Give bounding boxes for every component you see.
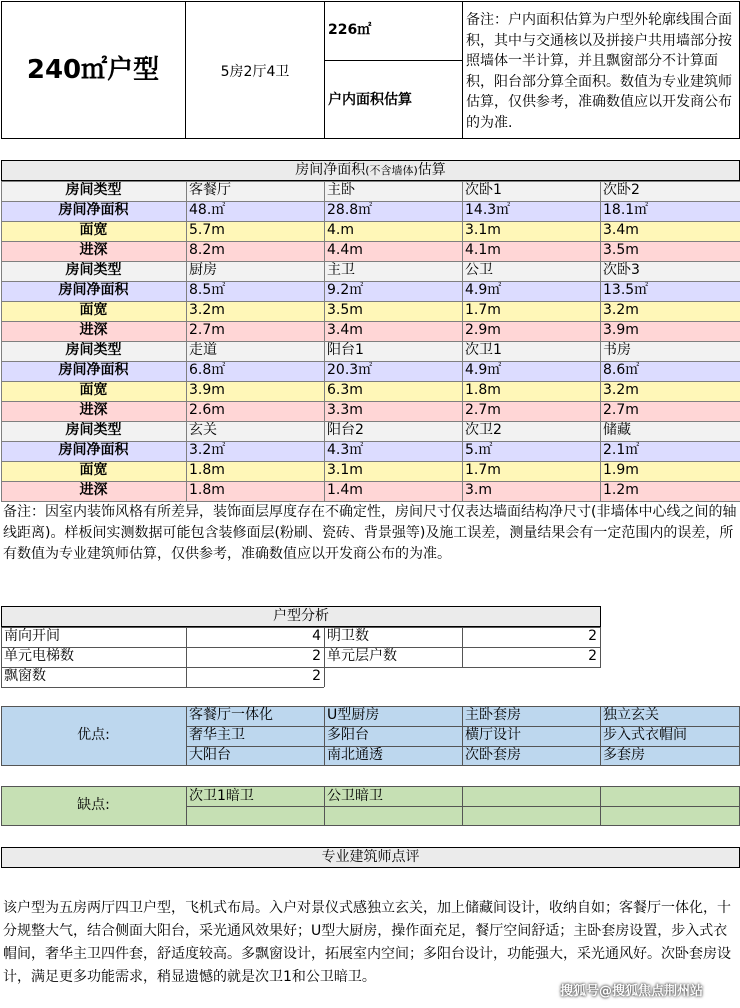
analysis-gridline — [1, 667, 601, 668]
rooms-row-label: 房间类型 — [65, 422, 122, 438]
analysis-gridline — [324, 627, 325, 687]
rooms-note: 备注：因室内装饰风格有所差异，装饰面层厚度存在不确定性，房间尺寸仅表达墙面结构净尺寸(非墙体中心线之间的轴线距离)。样板间实测数据可能包含装修面层(粉刷、瓷砖、背景强等)及施工误差，测量结果会有一定范围内的误差，所有数值为专业建筑师估算，仅供参考，准确数值应以开发商公布的为准。 — [3, 504, 737, 562]
rooms-cell: 4.9㎡ — [465, 282, 502, 298]
plan-layout: 5房2厅4卫 — [220, 64, 290, 80]
rooms-cell: 2.6m — [189, 402, 225, 418]
rooms-cell: 28.8㎡ — [327, 202, 373, 218]
rooms-cell: 客餐厅 — [189, 182, 231, 198]
rooms-row-label: 进深 — [79, 402, 108, 418]
analysis-key: 单元层户数 — [327, 648, 397, 664]
analysis-gridline — [1, 687, 324, 688]
rooms-gridline — [462, 181, 463, 501]
rooms-title-main: 房间净面积 — [295, 162, 366, 178]
rooms-cell: 1.9m — [603, 462, 639, 478]
rooms-row-label: 面宽 — [79, 462, 108, 478]
disadvantage-item: 次卫1暗卫 — [189, 788, 254, 804]
rooms-cell: 9.2㎡ — [327, 282, 364, 298]
rooms-cell: 1.7m — [465, 462, 501, 478]
header-divider-2 — [324, 1, 325, 139]
advantages-gridline — [600, 706, 601, 766]
advantage-item: 多阳台 — [327, 727, 369, 743]
header-divider-h — [324, 60, 463, 61]
rooms-cell: 走道 — [189, 342, 217, 358]
rooms-cell: 2.1㎡ — [603, 442, 640, 458]
rooms-cell: 3.5m — [603, 242, 639, 258]
plan-area-label: 户内面积估算 — [328, 92, 412, 108]
rooms-cell: 2.9m — [465, 322, 501, 338]
rooms-cell: 3.3m — [327, 402, 363, 418]
rooms-cell: 3.4m — [603, 222, 639, 238]
watermark: 搜狐号@搜狐焦点荆州站 — [560, 984, 704, 999]
rooms-cell: 厨房 — [189, 262, 217, 278]
analysis-gridline — [600, 627, 601, 667]
rooms-gridline — [1, 221, 740, 222]
disadvantages-gridline — [600, 786, 601, 826]
advantage-item: U型厨房 — [327, 707, 380, 723]
rooms-gridline — [1, 241, 740, 242]
analysis-gridline — [1, 627, 601, 628]
rooms-cell: 次卧3 — [603, 262, 640, 278]
header-divider-3 — [462, 1, 463, 139]
rooms-row-label: 进深 — [79, 322, 108, 338]
rooms-cell: 阳台2 — [327, 422, 364, 438]
rooms-cell: 6.8㎡ — [189, 362, 226, 378]
rooms-cell: 4.1m — [465, 242, 501, 258]
advantage-item: 次卧套房 — [465, 747, 521, 763]
advantages-gridline — [186, 706, 187, 766]
analysis-gridline — [1, 647, 601, 648]
rooms-cell: 5.7m — [189, 222, 225, 238]
analysis-value: 2 — [588, 628, 597, 644]
rooms-cell: 1.2m — [603, 482, 639, 498]
rooms-cell: 3.9m — [603, 322, 639, 338]
rooms-gridline — [1, 301, 740, 302]
rooms-gridline — [1, 381, 740, 382]
rooms-title-small: (不含墙体) — [365, 164, 418, 177]
analysis-value: 2 — [588, 648, 597, 664]
rooms-row-label: 房间净面积 — [58, 282, 129, 298]
advantages-gridline — [324, 706, 325, 766]
rooms-cell: 2.7m — [189, 322, 225, 338]
analysis-key: 飘窗数 — [4, 668, 46, 684]
rooms-cell: 玄关 — [189, 422, 217, 438]
advantages-label: 优点: — [77, 727, 110, 743]
rooms-cell: 5.㎡ — [465, 442, 493, 458]
rooms-cell: 4.9㎡ — [465, 362, 502, 378]
rooms-gridline — [324, 181, 325, 501]
rooms-cell: 3.1m — [327, 462, 363, 478]
rooms-row-label: 面宽 — [79, 382, 108, 398]
analysis-value: 4 — [312, 628, 321, 644]
review-text: 该户型为五房两厅四卫户型，飞机式布局。入户对景仪式感独立玄关，加上储藏间设计，收纳自如；客餐厅一体化，十分规整大气，结合侧面大阳台，采光通风效果好；U型大厨房，操作面充足，餐厅空间舒适；主卧套房设置，步入式衣帽间，奢华主卫四件套，舒适度较高。多飘窗设计，拓展室内空间；多阳台设计，功能强大，采光通风好。次卧套房设计，满足更多功能需求，稍显遗憾的就是次卫1和公卫暗卫。 — [3, 900, 731, 985]
rooms-cell: 18.1㎡ — [603, 202, 649, 218]
rooms-row-label: 房间净面积 — [58, 442, 129, 458]
analysis-value: 2 — [312, 668, 321, 684]
rooms-cell: 3.2m — [603, 302, 639, 318]
rooms-cell: 次卫2 — [465, 422, 502, 438]
rooms-cell: 2.7m — [465, 402, 501, 418]
analysis-key: 南向开间 — [4, 628, 60, 644]
rooms-gridline — [1, 341, 740, 342]
rooms-gridline — [1, 201, 740, 202]
rooms-gridline — [1, 441, 740, 442]
rooms-gridline — [1, 181, 2, 501]
rooms-cell: 4.4m — [327, 242, 363, 258]
rooms-cell: 1.8m — [189, 462, 225, 478]
rooms-gridline — [1, 481, 740, 482]
rooms-cell: 3.2m — [189, 302, 225, 318]
rooms-cell: 13.5㎡ — [603, 282, 649, 298]
disadvantages-label: 缺点: — [77, 797, 110, 813]
rooms-cell: 3.4m — [327, 322, 363, 338]
plan-area: 226㎡ — [328, 22, 372, 38]
rooms-cell: 3.2㎡ — [189, 442, 226, 458]
advantage-item: 横厅设计 — [465, 727, 521, 743]
rooms-row-label: 房间净面积 — [58, 202, 129, 218]
disadvantage-item: 公卫暗卫 — [327, 788, 383, 804]
advantages-gridline — [186, 746, 740, 747]
rooms-gridline — [1, 401, 740, 402]
rooms-cell: 8.2m — [189, 242, 225, 258]
rooms-title-suffix: 估算 — [417, 162, 446, 178]
rooms-cell: 1.8m — [465, 382, 501, 398]
rooms-row-label: 房间净面积 — [58, 362, 129, 378]
rooms-cell: 阳台1 — [327, 342, 364, 358]
advantages-gridline — [462, 706, 463, 766]
rooms-cell: 次卧1 — [465, 182, 502, 198]
rooms-cell: 次卫1 — [465, 342, 502, 358]
advantage-item: 南北通透 — [327, 747, 383, 763]
rooms-title — [1, 161, 740, 180]
rooms-cell: 公卫 — [465, 262, 493, 278]
rooms-cell: 14.3㎡ — [465, 202, 511, 218]
rooms-cell: 次卧2 — [603, 182, 640, 198]
disadvantages-gridline — [186, 806, 740, 807]
analysis-key: 单元电梯数 — [4, 648, 74, 664]
advantage-item: 独立玄关 — [603, 707, 659, 723]
rooms-cell: 书房 — [603, 342, 631, 358]
rooms-gridline — [1, 361, 740, 362]
rooms-row-label: 面宽 — [79, 302, 108, 318]
rooms-gridline — [600, 181, 601, 501]
rooms-row-label: 面宽 — [79, 222, 108, 238]
analysis-value: 2 — [312, 648, 321, 664]
rooms-gridline — [186, 181, 187, 501]
rooms-cell: 3.m — [465, 482, 492, 498]
plan-title: 240㎡户型 — [26, 55, 160, 85]
rooms-cell: 3.1m — [465, 222, 501, 238]
rooms-cell: 1.7m — [465, 302, 501, 318]
rooms-cell: 3.9m — [189, 382, 225, 398]
rooms-gridline — [1, 421, 740, 422]
advantage-item: 步入式衣帽间 — [603, 727, 687, 743]
analysis-key: 明卫数 — [327, 628, 369, 644]
review-title: 专业建筑师点评 — [321, 849, 420, 865]
analysis-gridline — [186, 627, 187, 687]
rooms-row-label: 房间类型 — [65, 342, 122, 358]
rooms-cell: 4.m — [327, 222, 354, 238]
rooms-gridline — [1, 321, 740, 322]
rooms-cell: 4.3㎡ — [327, 442, 364, 458]
advantage-item: 大阳台 — [189, 747, 231, 763]
advantage-item: 主卧套房 — [465, 707, 521, 723]
disadvantages-gridline — [186, 786, 187, 826]
advantage-item: 客餐厅一体化 — [189, 707, 273, 723]
rooms-cell: 2.7m — [603, 402, 639, 418]
disadvantages-gridline — [462, 786, 463, 826]
rooms-cell: 48.㎡ — [189, 202, 226, 218]
rooms-cell: 8.6㎡ — [603, 362, 640, 378]
rooms-gridline — [1, 281, 740, 282]
rooms-cell: 主卫 — [327, 262, 355, 278]
rooms-gridline — [1, 181, 740, 182]
rooms-cell: 6.3m — [327, 382, 363, 398]
analysis-title: 户型分析 — [273, 608, 329, 624]
rooms-cell: 1.8m — [189, 482, 225, 498]
rooms-cell: 8.5㎡ — [189, 282, 226, 298]
header-note: 备注：户内面积估算为户型外轮廓线围合面积，其中与交通核以及拼接户共用墙部分按照墙体一半计算，并且飘窗部分不计算面积，阳台部分算全面积。数值为专业建筑师估算，仅供参考，准确数值应以开发商公布的为准. — [466, 12, 732, 131]
analysis-gridline — [1, 627, 2, 687]
advantage-item: 多套房 — [603, 747, 645, 763]
rooms-row-label: 进深 — [79, 482, 108, 498]
rooms-cell: 20.3㎡ — [327, 362, 373, 378]
disadvantages-gridline — [324, 786, 325, 826]
analysis-gridline — [462, 627, 463, 667]
rooms-cell: 储藏 — [603, 422, 631, 438]
rooms-gridline — [1, 461, 740, 462]
rooms-row-label: 房间类型 — [65, 182, 122, 198]
rooms-gridline — [1, 261, 740, 262]
rooms-cell: 3.5m — [327, 302, 363, 318]
rooms-cell: 3.2m — [603, 382, 639, 398]
rooms-row-label: 进深 — [79, 242, 108, 258]
advantage-item: 奢华主卫 — [189, 727, 245, 743]
rooms-cell: 1.4m — [327, 482, 363, 498]
rooms-row-label: 房间类型 — [65, 262, 122, 278]
advantages-gridline — [186, 726, 740, 727]
rooms-cell: 主卧 — [327, 182, 355, 198]
